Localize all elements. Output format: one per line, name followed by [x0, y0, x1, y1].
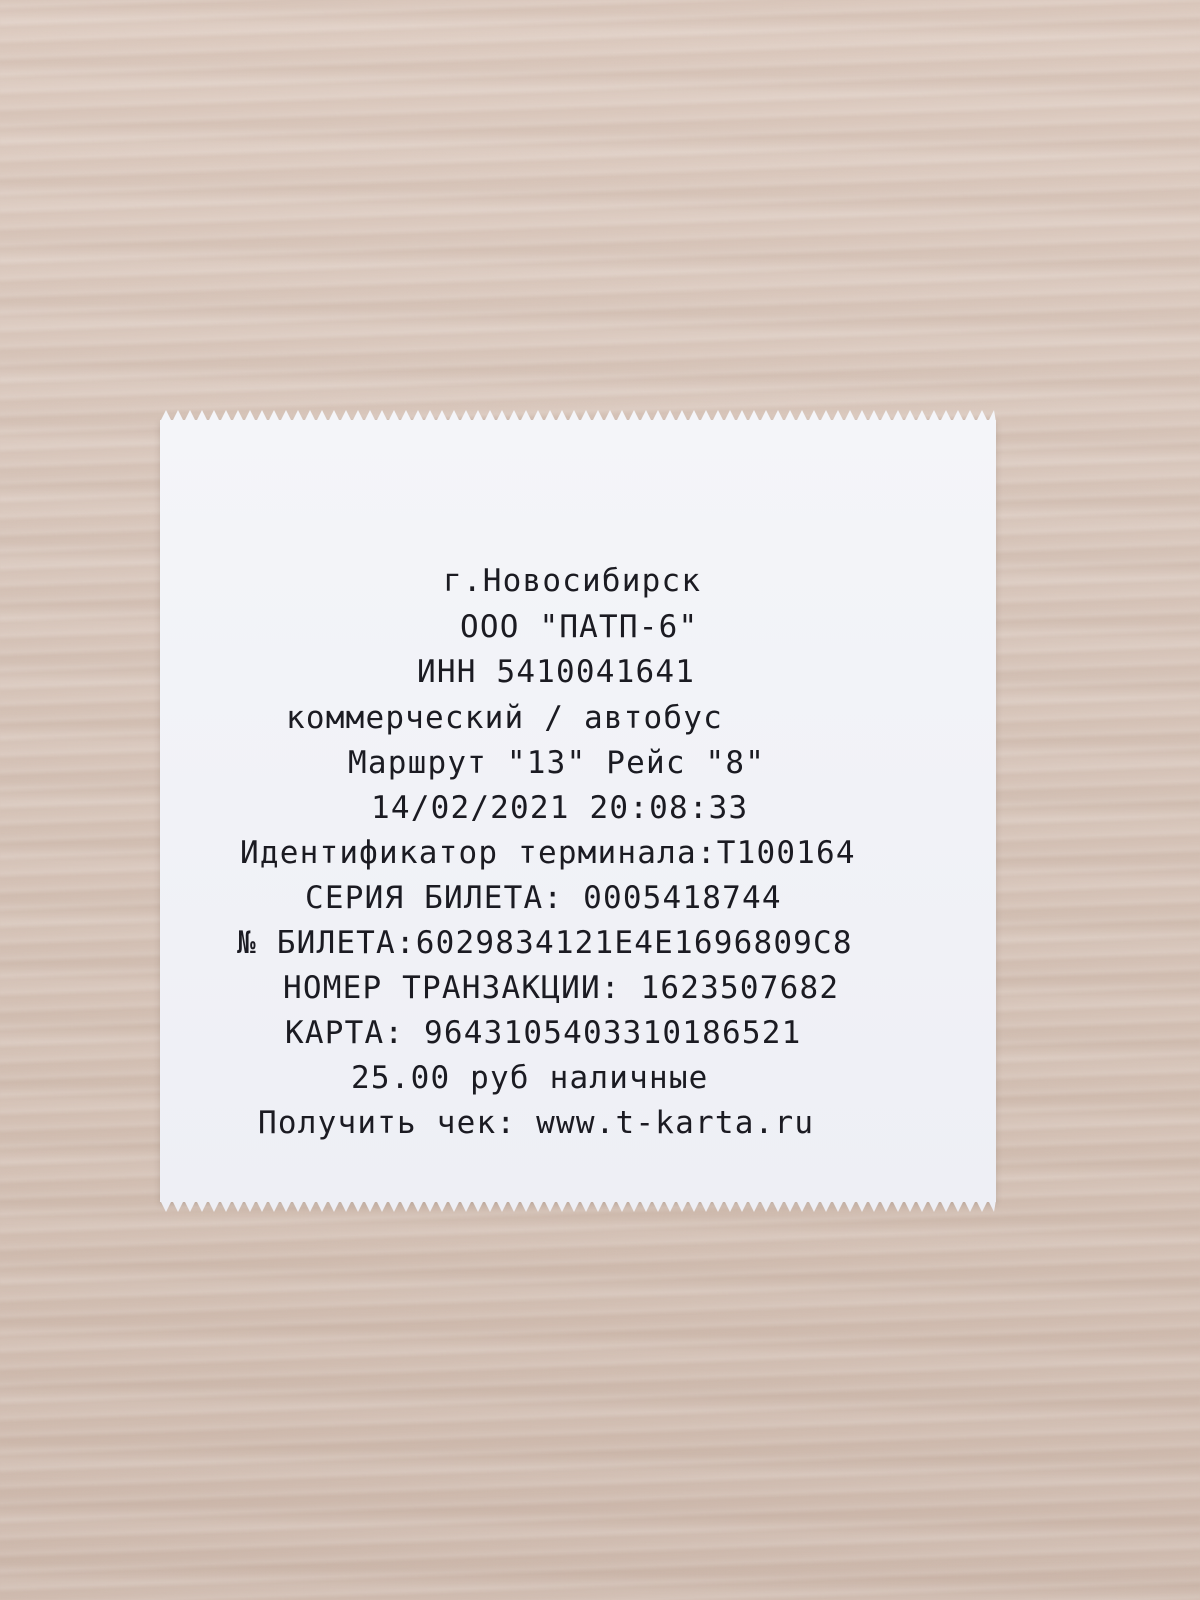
- bus-ticket-receipt: [160, 420, 996, 1202]
- receipt-ticket-number: № БИЛЕТА:6029834121E4E1696809C8: [237, 925, 853, 961]
- receipt-ticket-series: СЕРИЯ БИЛЕТА: 0005418744: [305, 880, 782, 916]
- receipt-transport-type: коммерческий / автобус: [286, 700, 723, 736]
- receipt-company: ООО "ПАТП-6": [460, 609, 699, 645]
- receipt-card: КАРТА: 9643105403310186521: [285, 1015, 802, 1051]
- receipt-inn: ИНН 5410041641: [417, 654, 696, 690]
- receipt-payment: 25.00 руб наличные: [351, 1060, 709, 1096]
- receipt-serrated-top-edge: [160, 408, 996, 422]
- receipt-transaction-number: НОМЕР ТРАНЗАКЦИИ: 1623507682: [283, 970, 840, 1006]
- receipt-link: Получить чек: www.t-karta.ru: [258, 1105, 815, 1141]
- receipt-city: г.Новосибирск: [443, 563, 702, 599]
- receipt-terminal-id: Идентификатор терминала:T100164: [240, 835, 856, 871]
- receipt-serrated-bottom-edge: [160, 1200, 996, 1214]
- receipt-datetime: 14/02/2021 20:08:33: [371, 790, 749, 826]
- receipt-route: Маршрут "13" Рейс "8": [348, 745, 766, 781]
